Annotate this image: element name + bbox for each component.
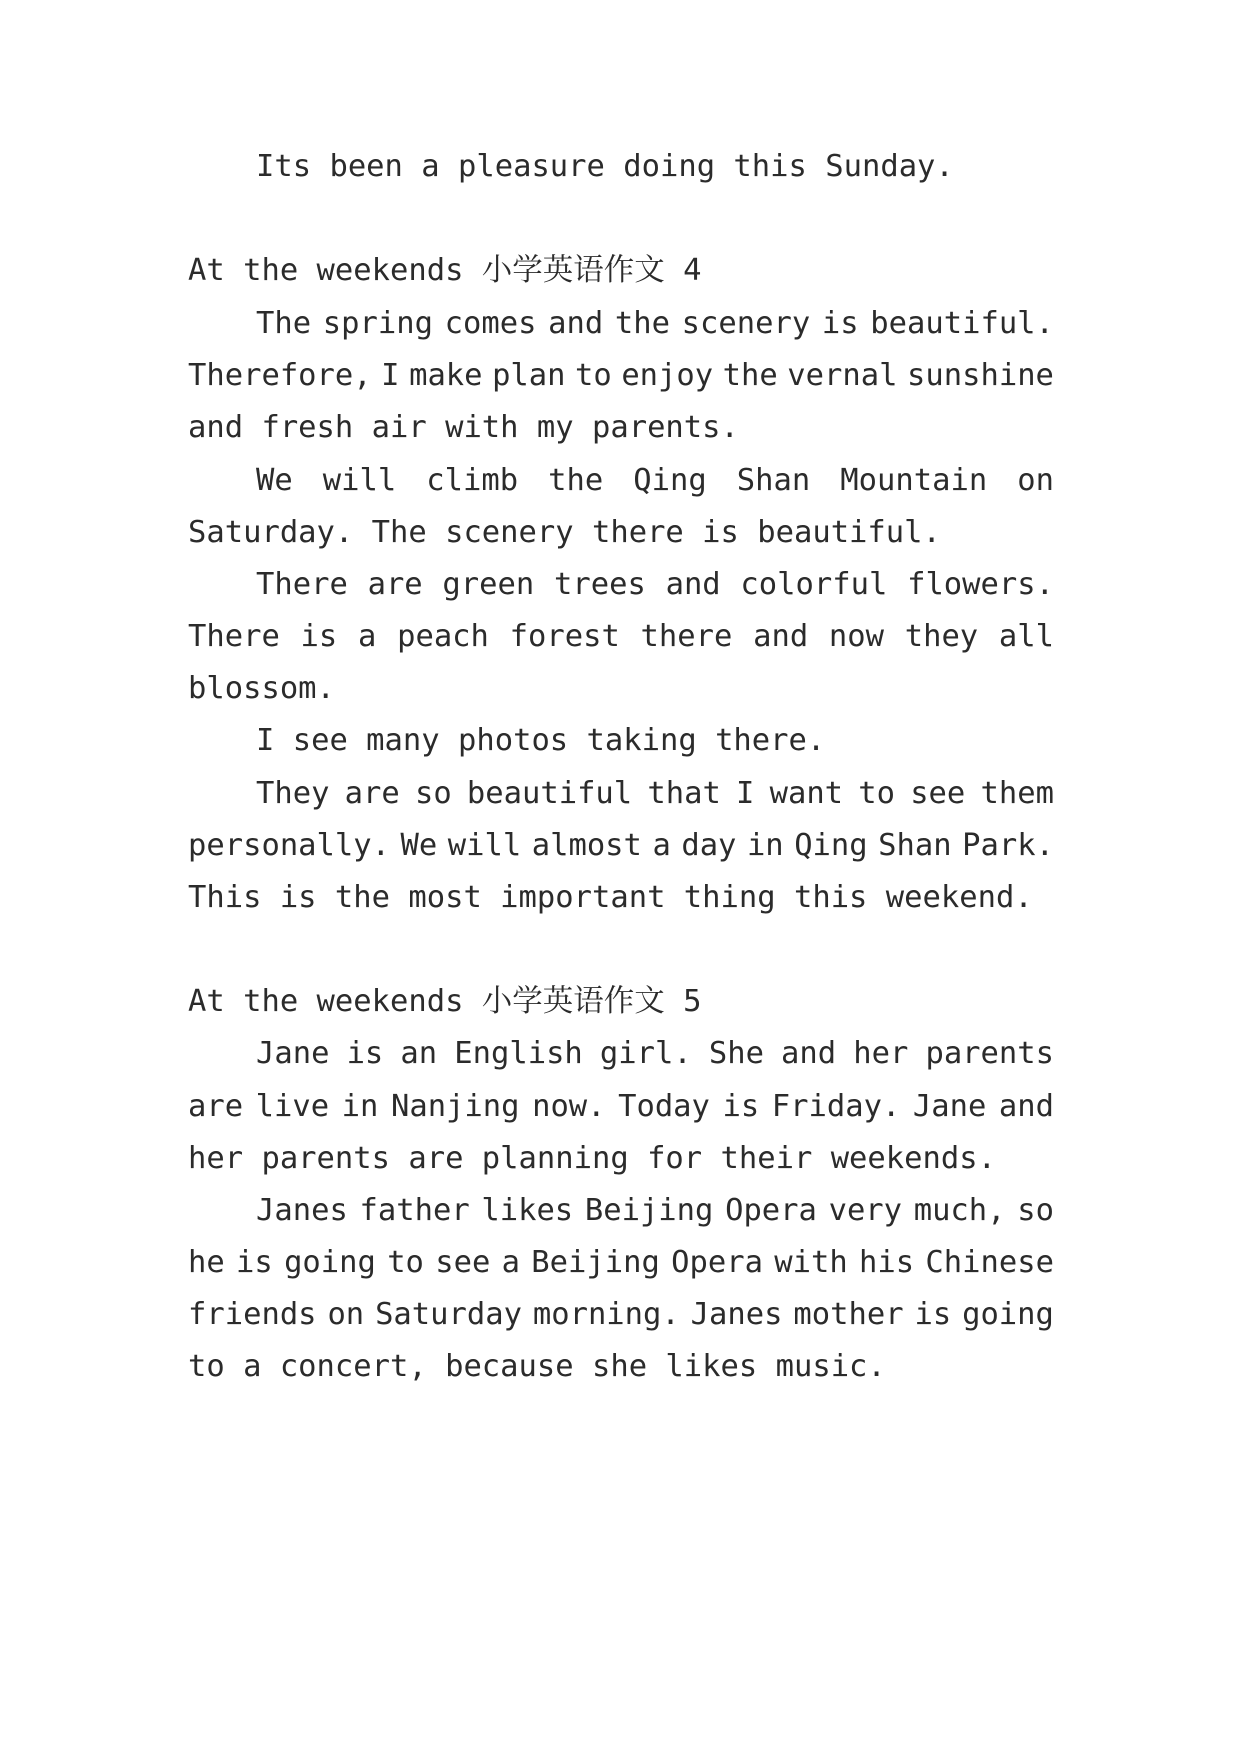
word: Nanjing: [390, 1089, 520, 1124]
word: and: [998, 1089, 1054, 1124]
word: girl.: [599, 1036, 692, 1071]
word: are: [188, 1089, 244, 1124]
word: There: [188, 619, 280, 654]
word: want: [769, 776, 844, 811]
word: that: [647, 776, 721, 811]
word: very: [828, 1193, 903, 1228]
word: spring: [322, 306, 433, 341]
word: see: [435, 1245, 491, 1280]
word: them: [980, 776, 1054, 811]
word: is: [300, 619, 338, 654]
word: Friday.: [771, 1089, 901, 1124]
essay-4-line: [256, 567, 1054, 602]
word: comes: [444, 306, 537, 341]
word: Beijing: [584, 1193, 714, 1228]
essay-5-line: [188, 1089, 1054, 1124]
word: climb: [426, 463, 519, 498]
word: colorful: [740, 567, 888, 602]
document-page: [188, 0, 1054, 1754]
word: they: [904, 619, 979, 654]
word: make: [409, 358, 483, 393]
word: to: [575, 358, 612, 393]
essay-5-line: her parents are planning for their weekends.: [188, 1141, 996, 1176]
essay-4-line: I see many photos taking there.: [256, 723, 826, 758]
word: an: [400, 1036, 438, 1071]
word: is: [821, 306, 859, 341]
word: his: [859, 1245, 915, 1280]
word: now.: [532, 1089, 606, 1124]
word: likes: [481, 1193, 574, 1228]
word: are: [367, 567, 423, 602]
word: sunshine: [907, 358, 1054, 393]
word: trees: [554, 567, 646, 602]
essay-4-line: Saturday. The scenery there is beautiful.: [188, 515, 941, 550]
word: Mountain: [840, 463, 988, 498]
word: mother: [793, 1297, 904, 1332]
essay-5-line: to a concert, because she likes music.: [188, 1349, 886, 1384]
essay-5-line: [256, 1036, 1054, 1071]
word: day: [681, 828, 737, 863]
word: The: [256, 306, 312, 341]
word: is: [236, 1245, 273, 1280]
word: now: [828, 619, 884, 654]
essay-4-line: blossom.: [188, 671, 335, 706]
word: the: [722, 358, 778, 393]
word: Opera: [725, 1193, 817, 1228]
word: and: [781, 1036, 837, 1071]
word: peach: [397, 619, 489, 654]
word: the: [548, 463, 604, 498]
word: They: [256, 776, 330, 811]
word: there: [640, 619, 733, 654]
word: Therefore,: [188, 358, 372, 393]
word: There: [256, 567, 348, 602]
essay-5-line: [188, 1297, 1054, 1332]
word: flowers.: [907, 567, 1054, 602]
word: all: [998, 619, 1054, 654]
word: live: [255, 1089, 330, 1124]
word: plan: [492, 358, 566, 393]
word: in: [746, 828, 784, 863]
word: She: [708, 1036, 764, 1071]
word: Jane: [256, 1036, 330, 1071]
word: vernal: [787, 358, 898, 393]
word: with: [774, 1245, 848, 1280]
word: to: [858, 776, 895, 811]
word: see: [910, 776, 966, 811]
essay-4-line: [188, 619, 1054, 654]
word: Beijing: [531, 1245, 660, 1280]
word: Janes: [256, 1193, 348, 1228]
word: English: [454, 1036, 583, 1071]
closing-line: Its been a pleasure doing this Sunday.: [256, 149, 954, 184]
word: and: [753, 619, 809, 654]
word: her: [853, 1036, 909, 1071]
word: and: [548, 306, 604, 341]
word: Qing: [633, 463, 707, 498]
word: forest: [509, 619, 620, 654]
word: Shan: [736, 463, 811, 498]
word: Janes: [690, 1297, 783, 1332]
word: Saturday: [375, 1297, 522, 1332]
word: so: [1017, 1193, 1054, 1228]
word: Jane: [912, 1089, 987, 1124]
word: Opera: [671, 1245, 763, 1280]
essay-4-heading: At the weekends 小学英语作文 4: [188, 253, 702, 288]
word: will: [447, 828, 522, 863]
word: a: [358, 619, 377, 654]
word: friends: [188, 1297, 317, 1332]
word: beautiful.: [870, 306, 1054, 341]
word: on: [327, 1297, 365, 1332]
word: morning.: [532, 1297, 680, 1332]
word: enjoy: [621, 358, 714, 393]
word: parents: [925, 1036, 1054, 1071]
word: is: [346, 1036, 384, 1071]
word: We: [256, 463, 293, 498]
word: he: [188, 1245, 225, 1280]
word: We: [400, 828, 438, 863]
word: is: [914, 1297, 952, 1332]
word: will: [322, 463, 397, 498]
essay-5-heading: At the weekends 小学英语作文 5: [188, 984, 702, 1019]
word: going: [284, 1245, 376, 1280]
word: Today: [618, 1089, 710, 1124]
essay-4-line: [256, 463, 1054, 498]
word: I: [381, 358, 400, 393]
word: a: [501, 1245, 520, 1280]
essay-4-line: This is the most important thing this weekend.: [188, 880, 1033, 915]
word: to: [387, 1245, 424, 1280]
essay-4-line: [256, 306, 1054, 341]
word: personally.: [188, 828, 390, 863]
word: much,: [913, 1193, 1006, 1228]
word: father: [359, 1193, 470, 1228]
word: the: [614, 306, 670, 341]
word: Chinese: [925, 1245, 1054, 1280]
word: almost: [531, 828, 642, 863]
word: Qing: [794, 828, 868, 863]
word: are: [344, 776, 400, 811]
word: Shan: [878, 828, 952, 863]
word: on: [1017, 463, 1054, 498]
word: beautiful: [466, 776, 633, 811]
word: going: [962, 1297, 1054, 1332]
essay-4-line: and fresh air with my parents.: [188, 410, 739, 445]
word: I: [736, 776, 755, 811]
essay-5-line: [188, 1245, 1054, 1280]
word: green: [442, 567, 535, 602]
essay-4-line: [256, 776, 1054, 811]
essay-5-line: [256, 1193, 1054, 1228]
word: so: [414, 776, 452, 811]
word: is: [722, 1089, 760, 1124]
word: a: [652, 828, 671, 863]
essay-4-line: [188, 828, 1054, 863]
word: Park.: [962, 828, 1054, 863]
word: in: [341, 1089, 379, 1124]
essay-4-line: [188, 358, 1054, 393]
word: scenery: [681, 306, 811, 341]
word: and: [665, 567, 721, 602]
